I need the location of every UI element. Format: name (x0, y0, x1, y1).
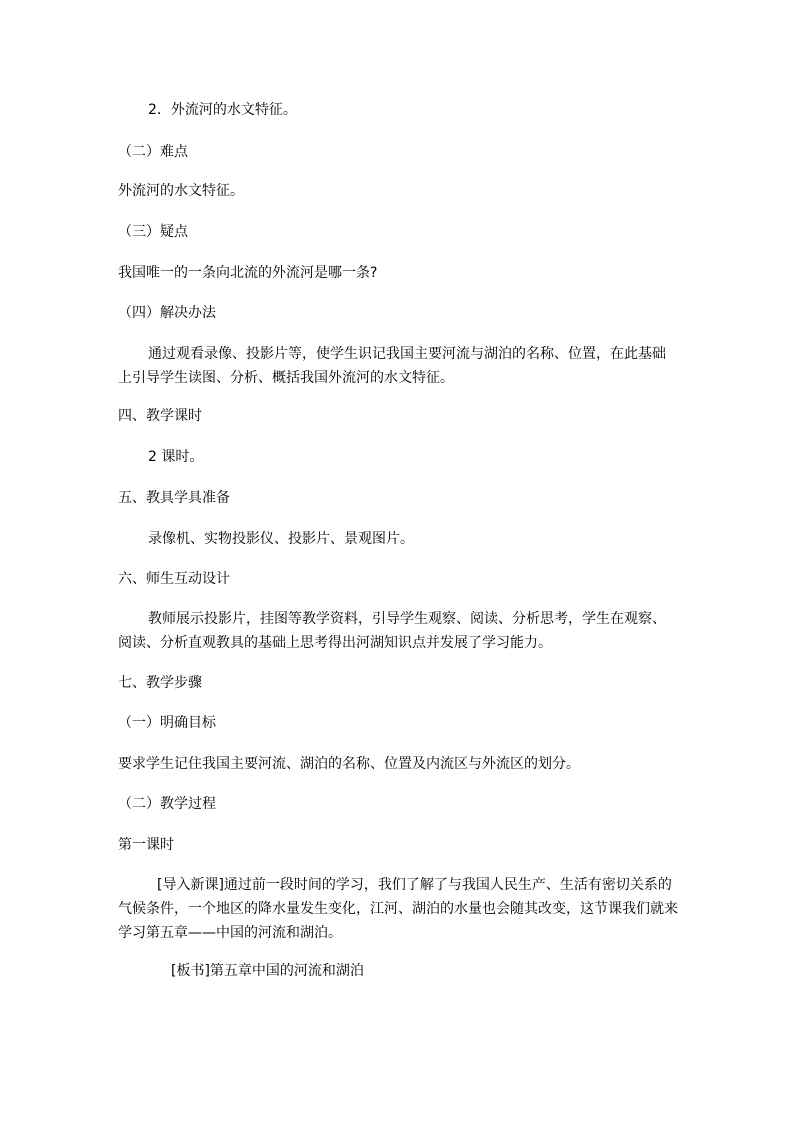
text-line-solution-1: 通过观看录像、投影片等，使学生识记我国主要河流与湖泊的名称、位置，在此基础 (148, 346, 666, 362)
text-line-difficulty: 外流河的水文特征。 (118, 183, 244, 199)
text-line-solution-2: 上引导学生读图、分析、概括我国外流河的水文特征。 (118, 370, 454, 386)
heading-class-hours: 四、教学课时 (118, 408, 202, 424)
text-line-intro-1: [导入新课]通过前一段时间的学习，我们了解了与我国人民生产、生活有密切关系的 (157, 877, 672, 893)
text-line-board-writing: [板书]第五章中国的河流和湖泊 (171, 963, 364, 979)
heading-doubt: （三）疑点 (118, 224, 188, 240)
text-line-class-hours: 2 课时。 (148, 449, 204, 465)
heading-teaching-steps: 七、教学步骤 (118, 675, 202, 691)
heading-interaction-design: 六、师生互动设计 (118, 571, 230, 587)
text-line-outflow-rivers-hydrology: 2．外流河的水文特征。 (148, 102, 297, 118)
heading-teaching-process: （二）教学过程 (118, 796, 216, 812)
text-line-intro-3: 学习第五章——中国的河流和湖泊。 (118, 925, 342, 941)
heading-first-lesson: 第一课时 (118, 837, 174, 853)
heading-clear-objectives: （一）明确目标 (118, 715, 216, 731)
text-line-objectives: 要求学生记住我国主要河流、湖泊的名称、位置及内流区与外流区的划分。 (118, 756, 580, 772)
text-line-interaction-1: 教师展示投影片，挂图等教学资料，引导学生观察、阅读、分析思考，学生在观察、 (148, 611, 666, 627)
text-line-teaching-aids: 录像机、实物投影仪、投影片、景观图片。 (148, 531, 414, 547)
text-line-interaction-2: 阅读、分析直观教具的基础上思考得出河湖知识点并发展了学习能力。 (118, 635, 552, 651)
heading-difficulty: （二）难点 (118, 144, 188, 160)
heading-solution: （四）解决办法 (118, 305, 216, 321)
text-line-intro-2: 气候条件，一个地区的降水量发生变化，江河、湖泊的水量也会随其改变，这节课我们就来 (118, 901, 678, 917)
text-line-doubt: 我国唯一的一条向北流的外流河是哪一条? (118, 265, 378, 281)
heading-teaching-aids: 五、教具学具准备 (118, 490, 230, 506)
